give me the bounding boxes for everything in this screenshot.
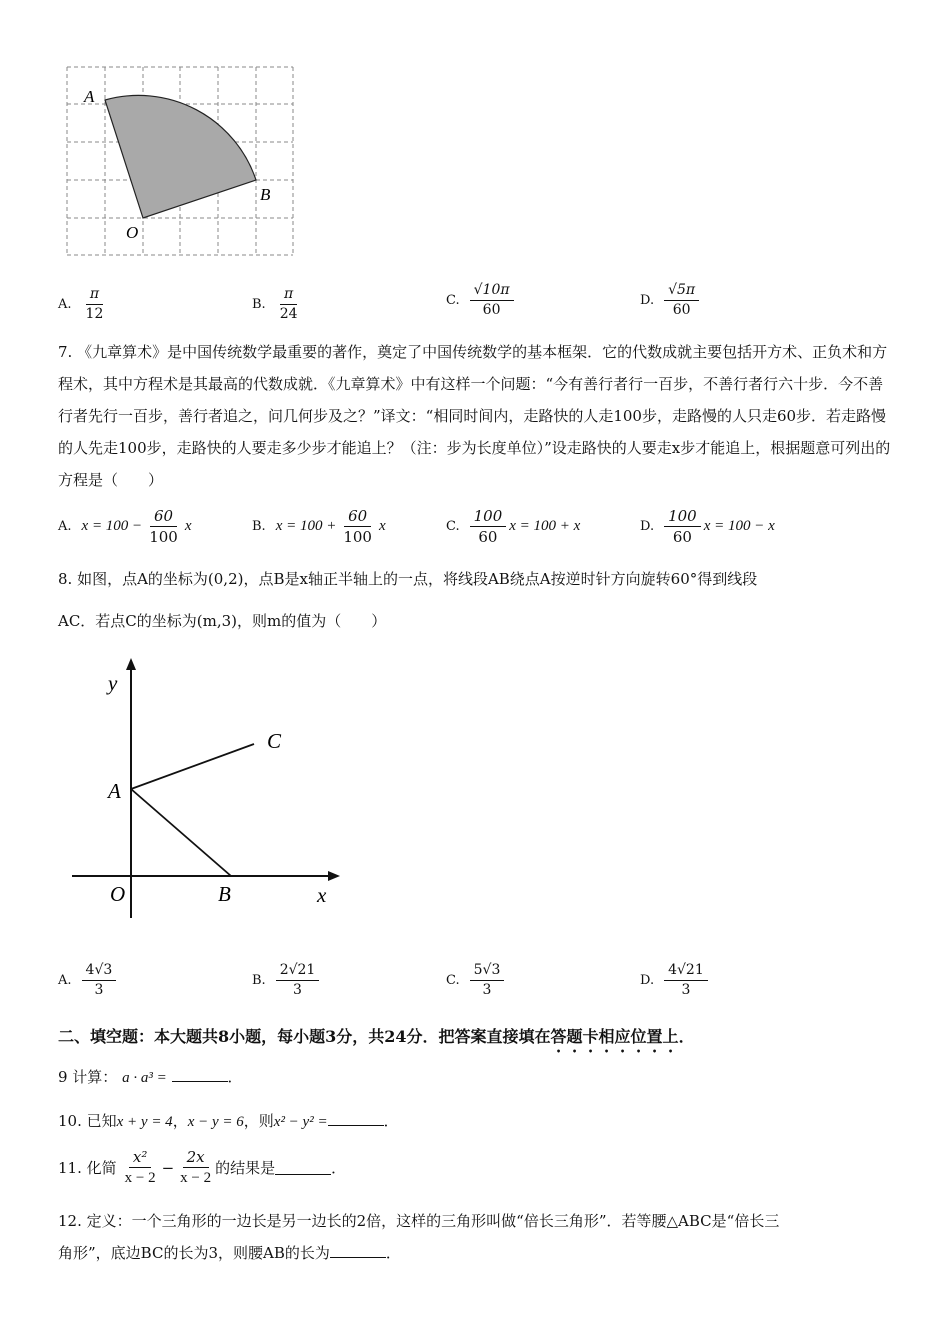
shaded-sector bbox=[105, 95, 256, 218]
segment-ab bbox=[131, 789, 231, 876]
point-b-label: B bbox=[218, 882, 231, 906]
q10-answer-blank[interactable] bbox=[328, 1111, 384, 1126]
point-o-label: O bbox=[126, 223, 139, 242]
q9-line: 9 计算： a · a³ = ． bbox=[58, 1068, 243, 1086]
q12-line-1: 12. 定义：一个三角形的一边长是另一边长的2倍，这样的三角形叫做“倍长三角形”．若等腰△ABC是“倍长三 bbox=[58, 1212, 780, 1230]
q7-question-text: 7. 《九章算术》是中国传统数学最重要的著作，奠定了中国传统数学的基本框架．它的代数成就主要包括开方术、正负术和方程术，其中方程术是其最高的代数成就．《九章算术》中有这样一个问题：“今有善行者行一百步，不善行者行六十步．今不善行者先行一百步，善行者追之，问几何步及之？”译文：“相同时间内，走路快的人走100步，走路慢的人只走60步．若走路慢的人先走100步，走路快的人要走多少步才能追上？（注：步为长度单位）”设走路快的人要走x步才能追上，根据题意可列出的方程是（ ） bbox=[58, 343, 891, 489]
point-b-label: B bbox=[260, 185, 271, 204]
q8-option-b[interactable]: B. $\frac{2√21}{3}$ bbox=[252, 962, 319, 999]
emphasis-dotted-text: 答题卡相应位置上 bbox=[550, 1027, 679, 1046]
q8-line-1: 8. 如图，点A的坐标为(0,2)，点B是x轴正半轴上的一点，将线段AB绕点A按逆时针方向旋转60°得到线段 bbox=[58, 570, 758, 588]
q7-option-d[interactable]: D. $\frac{100}{60}$ x = 100 − x bbox=[640, 507, 775, 546]
point-c-label: C bbox=[267, 729, 282, 753]
q9-answer-blank[interactable] bbox=[172, 1067, 228, 1082]
q11-answer-blank[interactable] bbox=[275, 1160, 331, 1175]
point-o-label: O bbox=[110, 882, 126, 906]
y-label: y bbox=[108, 671, 118, 695]
q7-option-c[interactable]: C. $\frac{100}{60}$ x = 100 + x bbox=[446, 507, 581, 546]
q8-line-2: AC．若点C的坐标为(m,3)，则m的值为（ ） bbox=[58, 612, 387, 630]
q7-option-b[interactable]: B. x = 100 + $\frac{60}{100}$ x bbox=[252, 507, 386, 546]
q6-option-d[interactable]: D. $\frac{√5\pi}{60}$ bbox=[640, 282, 699, 319]
point-a-label: A bbox=[108, 779, 121, 803]
q7-option-a[interactable]: A. x = 100 − $\frac{60}{100}$ x bbox=[58, 507, 192, 546]
q6-option-c[interactable]: C. $\frac{√10\pi}{60}$ bbox=[446, 282, 514, 319]
segment-ac bbox=[131, 744, 254, 789]
coordinate-figure bbox=[64, 656, 354, 926]
q6-option-b[interactable]: B. $\frac{\pi}{24}$ bbox=[252, 286, 298, 322]
y-axis-arrow bbox=[126, 658, 136, 670]
x-axis-arrow bbox=[328, 871, 340, 881]
q8-option-c[interactable]: C. $\frac{5√3}{3}$ bbox=[446, 962, 504, 999]
point-a-label: A bbox=[84, 87, 95, 106]
q8-option-d[interactable]: D. $\frac{4√21}{3}$ bbox=[640, 962, 708, 999]
q12-line-2: 角形”，底边BC的长为3，则腰AB的长为 ． bbox=[58, 1244, 401, 1262]
q11-line: 11. 化简 $\frac{\text{x²}}{x - 2}$ − $\frac{2x}{x - 2}$ 的结果是 ． bbox=[58, 1148, 347, 1186]
q10-line: 10. 已知x + y = 4，x − y = 6，则x² − y² = ． bbox=[58, 1112, 399, 1130]
q8-option-a[interactable]: A. $\frac{4√3}{3}$ bbox=[58, 962, 116, 999]
section-2-heading: 二、填空题：本大题共8小题，每小题3分，共24分．把答案直接填在答题卡相应位置上． bbox=[58, 1027, 695, 1046]
q6-option-a[interactable]: A. $\frac{\pi}{12}$ bbox=[58, 286, 104, 322]
sector-grid-figure bbox=[60, 62, 300, 262]
q12-answer-blank[interactable] bbox=[330, 1243, 386, 1258]
x-label: x bbox=[317, 883, 327, 907]
